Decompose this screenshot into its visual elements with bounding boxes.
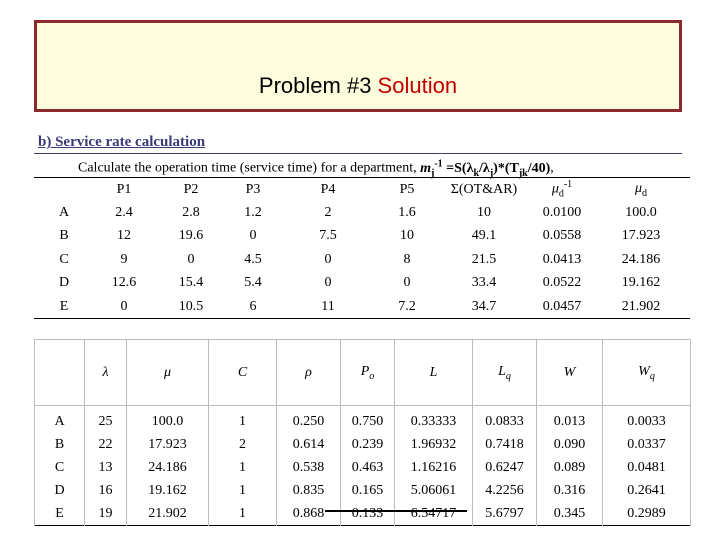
table-cell: 19.162	[621, 275, 661, 291]
table-cell: 34.7	[471, 298, 497, 314]
table-cell: 21.902	[621, 298, 661, 314]
table-row	[35, 433, 691, 456]
emphasis-underline	[325, 510, 467, 512]
table-cell: 0.0522	[542, 275, 582, 291]
queue-metrics-table	[34, 339, 691, 526]
column-header: W	[537, 340, 603, 406]
table-cell: 0.165	[341, 479, 395, 502]
table-cell: 19.162	[127, 479, 209, 502]
subheading-divider	[34, 153, 682, 154]
table-cell: 1.96932	[395, 433, 473, 456]
table-cell: 0.868	[277, 502, 341, 526]
table-row	[35, 456, 691, 479]
table-cell: 7.2	[398, 298, 416, 314]
column-header: $\mu_d^{-1}$	[551, 179, 573, 200]
column-header: $W_q$	[603, 340, 691, 406]
column-header: P1	[116, 181, 132, 197]
table-cell: 0.0413	[542, 251, 582, 267]
column-header: λ	[85, 340, 127, 406]
row-label: A	[35, 406, 85, 434]
table-cell: 0.013	[537, 406, 603, 434]
table-cell: 0	[324, 251, 332, 267]
title-accent: Solution	[377, 73, 458, 98]
table-cell: 0	[324, 275, 332, 291]
table-cell: 0.2989	[603, 502, 691, 526]
table-cell: 15.4	[178, 275, 204, 291]
table-cell: 2	[324, 205, 332, 221]
column-header	[34, 178, 94, 202]
table-cell: 24.186	[621, 251, 661, 267]
table-cell: 33.4	[471, 275, 497, 291]
table-cell: 21.5	[471, 251, 497, 267]
table-cell: 4.5	[244, 251, 262, 267]
row-label: B	[35, 433, 85, 456]
table-cell: 0.463	[341, 456, 395, 479]
table-row	[34, 201, 690, 224]
table-cell: 100.0	[127, 406, 209, 434]
column-header: μ	[127, 340, 209, 406]
title-main: Problem #3	[258, 73, 378, 98]
table-cell: 0.0100	[542, 205, 582, 221]
table-cell: 5.6797	[473, 502, 537, 526]
table-cell: 19.6	[178, 228, 204, 244]
column-header: $\mu_d$	[634, 180, 648, 199]
table-cell: 16	[85, 479, 127, 502]
table-cell: 25	[85, 406, 127, 434]
column-header: P2	[183, 181, 199, 197]
row-label: E	[59, 298, 69, 314]
table-cell: 5.4	[244, 275, 262, 291]
table-cell: 0.750	[341, 406, 395, 434]
table-header-row	[35, 340, 691, 406]
table-cell: 24.186	[127, 456, 209, 479]
table-cell: 12.6	[111, 275, 137, 291]
column-header: L	[395, 340, 473, 406]
table-cell: 1.16216	[395, 456, 473, 479]
row-label: B	[59, 228, 69, 244]
column-header: ρ	[277, 340, 341, 406]
table-cell: 13	[85, 456, 127, 479]
table-cell: 4.2256	[473, 479, 537, 502]
table-cell: 6.54717	[395, 502, 473, 526]
table-cell: 100.0	[625, 205, 657, 221]
table-cell: 0.0481	[603, 456, 691, 479]
table-cell: 1.2	[244, 205, 262, 221]
table-cell: 1.6	[398, 205, 416, 221]
table-cell: 0.614	[277, 433, 341, 456]
column-header	[35, 340, 85, 406]
page-title	[37, 75, 679, 97]
table-cell: 0.0457	[542, 298, 582, 314]
table-cell: 0	[120, 298, 128, 314]
table-cell: 7.5	[319, 228, 337, 244]
table-row	[34, 295, 690, 319]
table-cell: 0.538	[277, 456, 341, 479]
table-cell: 12	[117, 228, 131, 244]
row-label: C	[35, 456, 85, 479]
table-row	[34, 225, 690, 248]
column-header: P5	[399, 181, 415, 197]
table-cell: 10.5	[178, 298, 204, 314]
table-cell: 0.2641	[603, 479, 691, 502]
table-cell: 49.1	[471, 228, 497, 244]
service-rate-table	[34, 177, 690, 319]
table-cell: 10	[400, 228, 414, 244]
table-cell: 0.0833	[473, 406, 537, 434]
table-row	[34, 248, 690, 271]
table-cell: 6	[249, 298, 257, 314]
table-cell: 0.835	[277, 479, 341, 502]
table-row	[35, 479, 691, 502]
table-cell: 17.923	[621, 228, 661, 244]
row-label: C	[59, 251, 69, 267]
column-header: $L_q$	[473, 340, 537, 406]
table-cell: 1	[209, 479, 277, 502]
table-row	[35, 406, 691, 434]
table-cell: 0.250	[277, 406, 341, 434]
table-cell: 0.33333	[395, 406, 473, 434]
row-label: D	[58, 275, 70, 291]
row-label: D	[35, 479, 85, 502]
table-cell: 0.0337	[603, 433, 691, 456]
formula-description: Calculate the operation time (service time) for a department, $m_j^{-1} =S(\lambda_k/\lambda_j)*(T_{jk}/40)$,	[78, 158, 554, 179]
column-header: P3	[245, 181, 261, 197]
table-cell: 0.0033	[603, 406, 691, 434]
table-header-row	[34, 178, 690, 202]
table-cell: 0	[403, 275, 411, 291]
table-cell: 17.923	[127, 433, 209, 456]
table-cell: 9	[120, 251, 128, 267]
table-cell: 0.133	[341, 502, 395, 526]
table-cell: 0.345	[537, 502, 603, 526]
table-cell: 0.316	[537, 479, 603, 502]
table-row	[34, 272, 690, 295]
table-cell: 1	[209, 456, 277, 479]
title-banner	[34, 20, 682, 112]
table-cell: 0.0558	[542, 228, 582, 244]
column-header: P4	[320, 181, 336, 197]
row-label: E	[35, 502, 85, 526]
table-cell: 0	[249, 228, 257, 244]
table-cell: 2.8	[182, 205, 200, 221]
column-header: $P_o$	[341, 340, 395, 406]
table-cell: 21.902	[127, 502, 209, 526]
column-header: C	[209, 340, 277, 406]
row-label: A	[58, 205, 70, 221]
table-cell: 1	[209, 502, 277, 526]
table-row	[35, 502, 691, 526]
table-cell: 10	[477, 205, 491, 221]
table-cell: 0.090	[537, 433, 603, 456]
table-cell: 0.7418	[473, 433, 537, 456]
table-cell: 0.239	[341, 433, 395, 456]
section-subheading: b) Service rate calculation	[38, 134, 206, 150]
table-cell: 1	[209, 406, 277, 434]
column-header: Σ(OT&AR)	[450, 181, 518, 197]
table-cell: 2	[209, 433, 277, 456]
table-cell: 5.06061	[395, 479, 473, 502]
table-cell: 19	[85, 502, 127, 526]
table-cell: 2.4	[115, 205, 133, 221]
table-cell: 0.6247	[473, 456, 537, 479]
table-cell: 8	[403, 251, 411, 267]
table-cell: 22	[85, 433, 127, 456]
table-cell: 11	[321, 298, 335, 314]
table-cell: 0.089	[537, 456, 603, 479]
table-cell: 0	[187, 251, 195, 267]
